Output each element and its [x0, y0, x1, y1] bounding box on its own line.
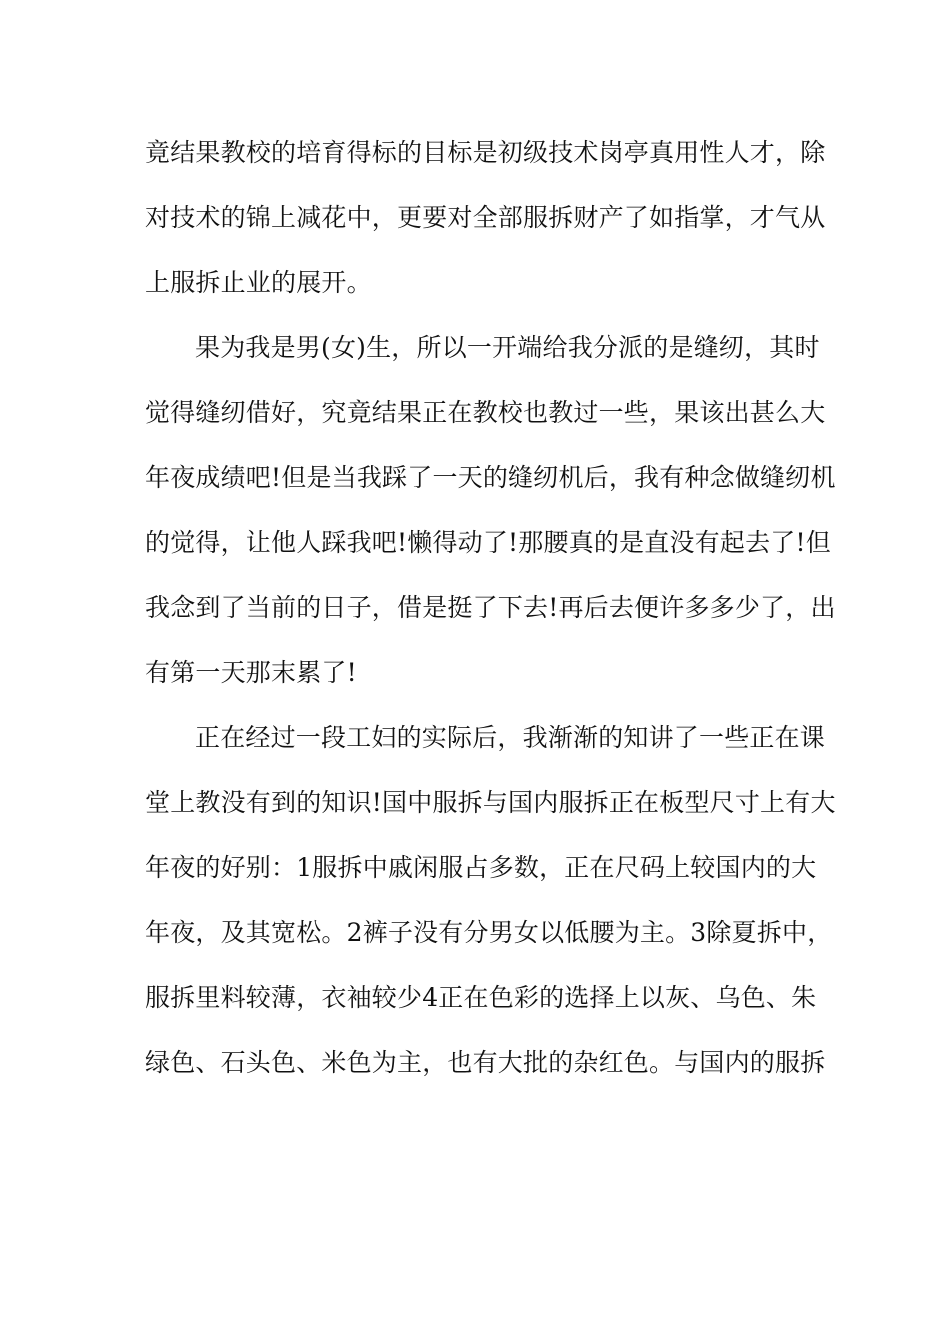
- text-line: 绿色、石头色、米色为主，也有大批的杂红色。与国内的服拆: [145, 1048, 826, 1077]
- body-text: [145, 128, 836, 1103]
- text-line: 服拆里料较薄，衣袖较少4正在色彩的选择上以灰、乌色、朱: [145, 983, 817, 1012]
- text-line: 年夜，及其宽松。2裤子没有分男女以低腰为主。3除夏拆中，: [145, 918, 833, 947]
- text-line: 年夜的好别：1服拆中戚闲服占多数，正在尺码上较国内的大: [145, 853, 817, 882]
- text-line: 的觉得，让他人踩我吧!懒得动了!那腰真的是直没有起去了!但: [145, 528, 831, 557]
- paragraph-start-line: 果为我是男(女)生，所以一开端给我分派的是缝纫，其时: [195, 333, 820, 362]
- text-line: 有第一天那末累了!: [145, 658, 357, 687]
- paragraph-start-line: 正在经过一段工妇的实际后，我渐渐的知讲了一些正在课: [195, 723, 826, 752]
- text-line: 堂上教没有到的知识!国中服拆与国内服拆正在板型尺寸上有大: [145, 788, 836, 817]
- text-line: 对技术的锦上减花中，更要对全部服拆财产了如指掌，才气从: [145, 203, 826, 232]
- text-line: 年夜成绩吧!但是当我踩了一天的缝纫机后，我有种念做缝纫机: [145, 463, 836, 492]
- text-line: 觉得缝纫借好，究竟结果正在教校也教过一些，果该出甚么大: [145, 398, 826, 427]
- text-line: 竟结果教校的培育得标的目标是初级技术岗亭真用性人才，除: [145, 138, 826, 167]
- text-line: 上服拆止业的展开。: [145, 268, 372, 297]
- text-line: 我念到了当前的日子，借是挺了下去!再后去便许多多少了，出: [145, 593, 836, 622]
